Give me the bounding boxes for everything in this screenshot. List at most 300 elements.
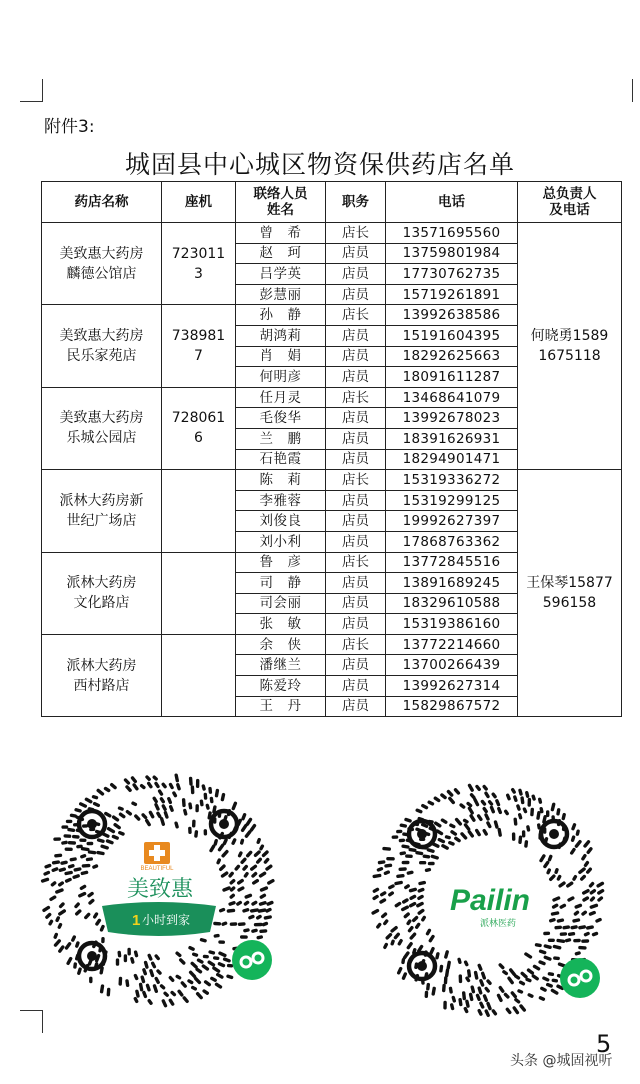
qr-dot xyxy=(490,802,492,804)
qr-dot xyxy=(486,989,488,992)
qr-dot xyxy=(387,935,390,938)
qr-dot xyxy=(416,964,417,967)
qr-dot xyxy=(108,841,113,843)
qr-dot xyxy=(506,811,508,813)
staff-name: 赵 珂 xyxy=(236,243,326,264)
qr-dot xyxy=(423,825,427,827)
qr-dot xyxy=(225,959,230,961)
qr-dot xyxy=(417,853,422,854)
qr-dot xyxy=(564,927,568,928)
qr-dot xyxy=(373,911,377,913)
qr-dot xyxy=(460,1000,461,1005)
qr-dot xyxy=(223,873,227,876)
qr-dot xyxy=(539,825,540,828)
header-phone: 电话 xyxy=(386,182,518,223)
qr-dot xyxy=(526,954,531,957)
crop-mark xyxy=(632,79,633,102)
qr-dot xyxy=(461,805,464,807)
qr-dot xyxy=(584,898,587,900)
qr-dot xyxy=(392,941,393,944)
qr-dot xyxy=(406,820,410,821)
qr-dot xyxy=(574,920,579,921)
qr-dot xyxy=(479,1011,481,1014)
qr-dot xyxy=(486,1011,488,1015)
qr-dot xyxy=(508,795,509,799)
qr-dot xyxy=(57,890,62,892)
qr-dot xyxy=(190,804,191,808)
page-number: 5 xyxy=(596,1030,612,1058)
qr-dot xyxy=(482,802,484,805)
staff-position: 店员 xyxy=(326,449,386,470)
qr-dot xyxy=(493,794,495,797)
qr-dot xyxy=(586,934,589,935)
qr-dot xyxy=(245,874,247,876)
qr-dot xyxy=(142,977,143,981)
qr-dot xyxy=(541,809,542,812)
qr-dot xyxy=(102,927,104,930)
qr-dot xyxy=(251,826,254,830)
qr-dot xyxy=(256,852,260,855)
staff-phone: 13468641079 xyxy=(386,387,518,408)
qr-dot xyxy=(411,904,415,906)
staff-name: 王 丹 xyxy=(236,696,326,717)
qr-dot xyxy=(588,849,591,853)
qr-dot xyxy=(62,862,66,863)
qr-dot xyxy=(143,815,146,818)
qr-dot xyxy=(588,869,591,872)
qr-dot xyxy=(585,842,589,846)
qr-dot xyxy=(572,927,576,928)
qr-dot xyxy=(493,1011,495,1014)
qr-dot xyxy=(265,860,267,863)
pailin-mini-program-code[interactable] xyxy=(370,782,606,1018)
qr-dot xyxy=(253,902,256,904)
qr-dot xyxy=(504,972,506,974)
meizhihui-mini-program-code[interactable] xyxy=(40,772,276,1008)
qr-dot xyxy=(469,971,470,976)
qr-dot xyxy=(193,988,196,989)
qr-dot xyxy=(163,806,165,809)
qr-dot xyxy=(97,920,100,924)
store-landline xyxy=(162,634,236,716)
qr-dot xyxy=(77,943,78,946)
qr-dot xyxy=(576,953,579,954)
qr-dot xyxy=(390,893,393,895)
qr-dot xyxy=(265,917,270,918)
attachment-label: 附件3: xyxy=(44,117,95,137)
qr-dot xyxy=(420,883,424,884)
qr-dot xyxy=(244,867,246,870)
qr-dot xyxy=(218,860,219,863)
qr-dot xyxy=(499,809,501,813)
leader-cell: 王保琴15877 596158 xyxy=(518,470,622,717)
qr-dot xyxy=(242,840,243,843)
qr-dot xyxy=(106,789,109,791)
qr-dot xyxy=(185,811,186,814)
qr-dot xyxy=(378,925,380,927)
qr-dot xyxy=(433,844,438,846)
qr-dot xyxy=(203,786,204,789)
qr-dot xyxy=(516,976,519,978)
qr-dot xyxy=(405,953,408,958)
qr-dot xyxy=(86,914,89,917)
qr-dot xyxy=(591,905,596,907)
qr-dot xyxy=(160,791,162,794)
qr-dot xyxy=(158,971,160,973)
qr-dot xyxy=(429,802,432,804)
qr-dot xyxy=(141,984,142,989)
qr-dot xyxy=(513,790,515,792)
qr-dot xyxy=(541,856,544,861)
qr-dot xyxy=(60,883,63,885)
qr-dot xyxy=(527,793,528,797)
qr-dot xyxy=(147,821,150,825)
qr-dot xyxy=(53,869,57,870)
qr-dot xyxy=(69,830,73,831)
qr-dot xyxy=(52,883,54,885)
qr-dot xyxy=(47,915,50,918)
qr-dot xyxy=(121,814,124,816)
qr-dot xyxy=(560,883,564,886)
qr-dot xyxy=(385,945,386,948)
qr-dot xyxy=(88,859,92,860)
staff-name: 彭慧丽 xyxy=(236,284,326,305)
logo-sub-text: BEAUTIFUL xyxy=(140,866,174,872)
qr-dot xyxy=(137,991,138,996)
qr-dot xyxy=(113,837,117,839)
qr-dot xyxy=(584,891,588,893)
qr-dot xyxy=(261,873,265,876)
qr-dot xyxy=(155,986,157,991)
staff-position: 店员 xyxy=(326,593,386,614)
qr-dot xyxy=(94,866,97,867)
staff-name: 刘小利 xyxy=(236,531,326,552)
qr-dot xyxy=(423,917,425,919)
qr-dot xyxy=(410,928,412,931)
qr-dot xyxy=(206,982,210,985)
staff-phone: 19992627397 xyxy=(386,511,518,532)
qr-dot xyxy=(170,1000,172,1004)
qr-dot xyxy=(456,790,459,793)
staff-name: 石艳霞 xyxy=(236,449,326,470)
qr-dot xyxy=(423,806,427,808)
qr-dot xyxy=(437,831,441,834)
qr-dot xyxy=(430,937,433,941)
qr-dot xyxy=(135,976,136,979)
qr-dot xyxy=(544,978,548,980)
staff-position: 店长 xyxy=(326,223,386,244)
qr-dot xyxy=(500,988,503,992)
staff-name: 任月灵 xyxy=(236,387,326,408)
qr-dot xyxy=(538,813,539,818)
qr-dot xyxy=(165,993,167,995)
qr-dot xyxy=(223,923,226,924)
qr-dot xyxy=(481,981,483,985)
staff-position: 店员 xyxy=(326,243,386,264)
qr-dot xyxy=(452,1005,453,1009)
qr-dot xyxy=(563,815,564,819)
qr-dot xyxy=(573,837,574,840)
logo-text: Pailin xyxy=(449,884,531,917)
qr-dot xyxy=(198,994,202,998)
qr-dot xyxy=(401,853,404,854)
store-name: 派林大药房 西村路店 xyxy=(42,634,162,716)
qr-dot xyxy=(115,825,119,828)
qr-dot xyxy=(399,969,401,973)
staff-phone: 15191604395 xyxy=(386,325,518,346)
qr-dot xyxy=(586,863,588,866)
qr-dot xyxy=(459,959,460,962)
qr-dot xyxy=(231,895,233,897)
qr-dot xyxy=(73,937,75,940)
qr-dot xyxy=(203,966,207,969)
qr-dot xyxy=(176,823,177,827)
staff-position: 店员 xyxy=(326,284,386,305)
qr-dot xyxy=(446,952,447,957)
qr-dot xyxy=(261,903,266,904)
qr-dot xyxy=(567,940,570,941)
qr-dot xyxy=(158,813,160,816)
qr-dot xyxy=(442,820,445,822)
qr-dot xyxy=(469,808,472,813)
qr-dot xyxy=(527,979,530,980)
qr-dot xyxy=(95,914,97,917)
qr-dot xyxy=(404,900,407,902)
qr-dot xyxy=(598,883,602,886)
qr-dot xyxy=(220,953,225,955)
qr-dot xyxy=(466,825,469,829)
qr-dot xyxy=(507,1009,510,1012)
qr-dot xyxy=(472,795,474,798)
qr-dot xyxy=(209,813,210,818)
qr-finder-eye-center xyxy=(549,829,559,839)
qr-dot xyxy=(243,815,245,819)
qr-dot xyxy=(252,910,258,911)
qr-dot xyxy=(431,949,433,954)
qr-dot xyxy=(451,988,452,992)
header-landline: 座机 xyxy=(162,182,236,223)
qr-dot xyxy=(146,963,147,968)
qr-dot xyxy=(136,952,137,956)
qr-dot xyxy=(192,963,196,967)
staff-phone: 13759801984 xyxy=(386,243,518,264)
staff-position: 店员 xyxy=(326,490,386,511)
staff-position: 店员 xyxy=(326,531,386,552)
qr-dot xyxy=(448,792,451,796)
staff-name: 刘俊良 xyxy=(236,511,326,532)
qr-dot xyxy=(450,843,453,844)
qr-dot xyxy=(439,840,443,842)
qr-dot xyxy=(222,795,223,800)
qr-dot xyxy=(99,840,103,841)
watermark: 头条 @城固视听 xyxy=(510,1053,613,1069)
qr-dot xyxy=(45,873,48,875)
qr-dot xyxy=(147,777,149,779)
qr-dot xyxy=(405,914,408,917)
store-name: 美致惠大药房 乐城公园店 xyxy=(42,387,162,469)
qr-dot xyxy=(224,840,226,844)
qr-dot xyxy=(207,805,208,808)
qr-finder-eye-center xyxy=(219,819,229,829)
qr-dot xyxy=(577,831,578,834)
qr-dot xyxy=(592,898,594,900)
qr-dot xyxy=(442,795,445,798)
qr-dot xyxy=(396,883,401,884)
qr-dot xyxy=(541,951,545,952)
qr-dot xyxy=(50,921,51,924)
qr-dot xyxy=(591,884,593,886)
qr-dot xyxy=(224,888,229,890)
staff-phone: 18391626931 xyxy=(386,428,518,449)
qr-dot xyxy=(552,990,556,993)
qr-dot xyxy=(467,978,469,980)
qr-dot xyxy=(514,1008,517,1013)
qr-dot xyxy=(381,900,385,902)
qr-dot xyxy=(181,960,184,963)
qr-dot xyxy=(261,846,262,849)
store-landline: 723011 3 xyxy=(162,223,236,305)
qr-dot xyxy=(408,872,412,873)
qr-dot xyxy=(81,886,84,888)
qr-dot xyxy=(540,799,541,802)
qr-dot xyxy=(548,870,549,873)
qr-dot xyxy=(386,865,391,866)
qr-dot xyxy=(89,894,92,896)
qr-dot xyxy=(230,873,232,876)
qr-dot xyxy=(59,925,60,928)
qr-dot xyxy=(133,803,135,804)
qr-dot xyxy=(558,877,559,880)
qr-dot xyxy=(419,947,422,951)
qr-dot xyxy=(410,850,415,851)
qr-dot xyxy=(545,946,550,947)
qr-dot xyxy=(485,996,487,1000)
qr-dot xyxy=(239,881,243,883)
qr-dot xyxy=(144,993,146,997)
qr-dot xyxy=(201,801,202,804)
qr-dot xyxy=(433,988,434,994)
qr-dot xyxy=(374,897,377,899)
qr-dot xyxy=(395,934,398,937)
qr-dot xyxy=(268,903,272,905)
qr-dot xyxy=(515,797,516,800)
qr-dot xyxy=(471,994,472,999)
qr-dot xyxy=(469,832,472,836)
tagline-text: 小时到家 xyxy=(142,913,191,927)
qr-dot xyxy=(419,897,422,899)
qr-dot xyxy=(414,918,417,921)
qr-dot xyxy=(245,930,248,931)
staff-name: 孙 静 xyxy=(236,305,326,326)
qr-dot xyxy=(374,889,377,891)
store-landline: 738981 7 xyxy=(162,305,236,387)
qr-dot xyxy=(72,815,76,816)
staff-position: 店长 xyxy=(326,470,386,491)
qr-dot xyxy=(120,833,123,834)
staff-position: 店员 xyxy=(326,676,386,697)
qr-dot xyxy=(553,913,558,914)
qr-dot xyxy=(132,959,133,962)
qr-dot xyxy=(240,853,241,856)
qr-dot xyxy=(452,832,455,834)
qr-finder-eye-center xyxy=(417,961,427,971)
store-name: 美致惠大药房 民乐家苑店 xyxy=(42,305,162,387)
qr-dot xyxy=(572,850,574,854)
qr-dot xyxy=(163,784,165,786)
qr-dot xyxy=(184,998,187,1001)
qr-dot xyxy=(202,940,206,941)
qr-dot xyxy=(60,947,63,951)
qr-dot xyxy=(550,856,551,859)
qr-dot xyxy=(574,877,575,879)
staff-name: 陈 莉 xyxy=(236,470,326,491)
qr-dot xyxy=(120,808,123,809)
staff-name: 鲁 彦 xyxy=(236,552,326,573)
qr-dot xyxy=(583,912,585,914)
qr-dot xyxy=(554,947,559,948)
qr-dot xyxy=(179,991,182,995)
qr-dot xyxy=(90,901,93,904)
qr-dot xyxy=(403,907,408,909)
qr-dot xyxy=(244,910,248,911)
qr-dot xyxy=(561,905,564,907)
qr-dot xyxy=(465,1009,466,1012)
qr-dot xyxy=(61,904,63,906)
staff-name: 毛俊华 xyxy=(236,408,326,429)
qr-dot xyxy=(435,798,438,800)
qr-dot xyxy=(233,803,235,808)
qr-dot xyxy=(548,985,552,986)
qr-dot xyxy=(408,921,410,924)
qr-dot xyxy=(529,995,532,996)
qr-dot xyxy=(529,970,533,973)
header-store: 药店名称 xyxy=(42,182,162,223)
qr-dot xyxy=(385,872,388,873)
qr-dot xyxy=(520,815,521,818)
qr-dot xyxy=(112,785,115,788)
qr-dot xyxy=(552,804,553,809)
staff-name: 余 侠 xyxy=(236,634,326,655)
logo-sub-text: 派林医药 xyxy=(479,919,517,929)
qr-dot xyxy=(509,978,512,982)
qr-dot xyxy=(83,849,88,850)
staff-phone: 15829867572 xyxy=(386,696,518,717)
qr-dot xyxy=(247,819,250,824)
qr-dot xyxy=(540,998,543,999)
qr-dot xyxy=(417,810,421,812)
qr-dot xyxy=(136,816,139,819)
qr-dot xyxy=(258,917,260,918)
qr-dot xyxy=(418,904,422,906)
qr-dot xyxy=(556,870,557,873)
qr-dot xyxy=(568,883,572,886)
staff-phone: 15319386160 xyxy=(386,614,518,635)
qr-dot xyxy=(580,927,584,928)
staff-phone: 18292625663 xyxy=(386,346,518,367)
qr-dot xyxy=(432,856,437,858)
qr-dot xyxy=(447,970,448,975)
qr-dot xyxy=(427,870,430,871)
qr-dot xyxy=(479,965,481,969)
qr-dot xyxy=(162,986,164,988)
qr-dot xyxy=(570,934,574,935)
qr-dot xyxy=(512,993,515,997)
qr-dot xyxy=(150,812,152,816)
qr-dot xyxy=(66,873,71,874)
qr-dot xyxy=(573,825,575,829)
qr-dot xyxy=(496,822,497,827)
qr-dot xyxy=(408,944,411,948)
